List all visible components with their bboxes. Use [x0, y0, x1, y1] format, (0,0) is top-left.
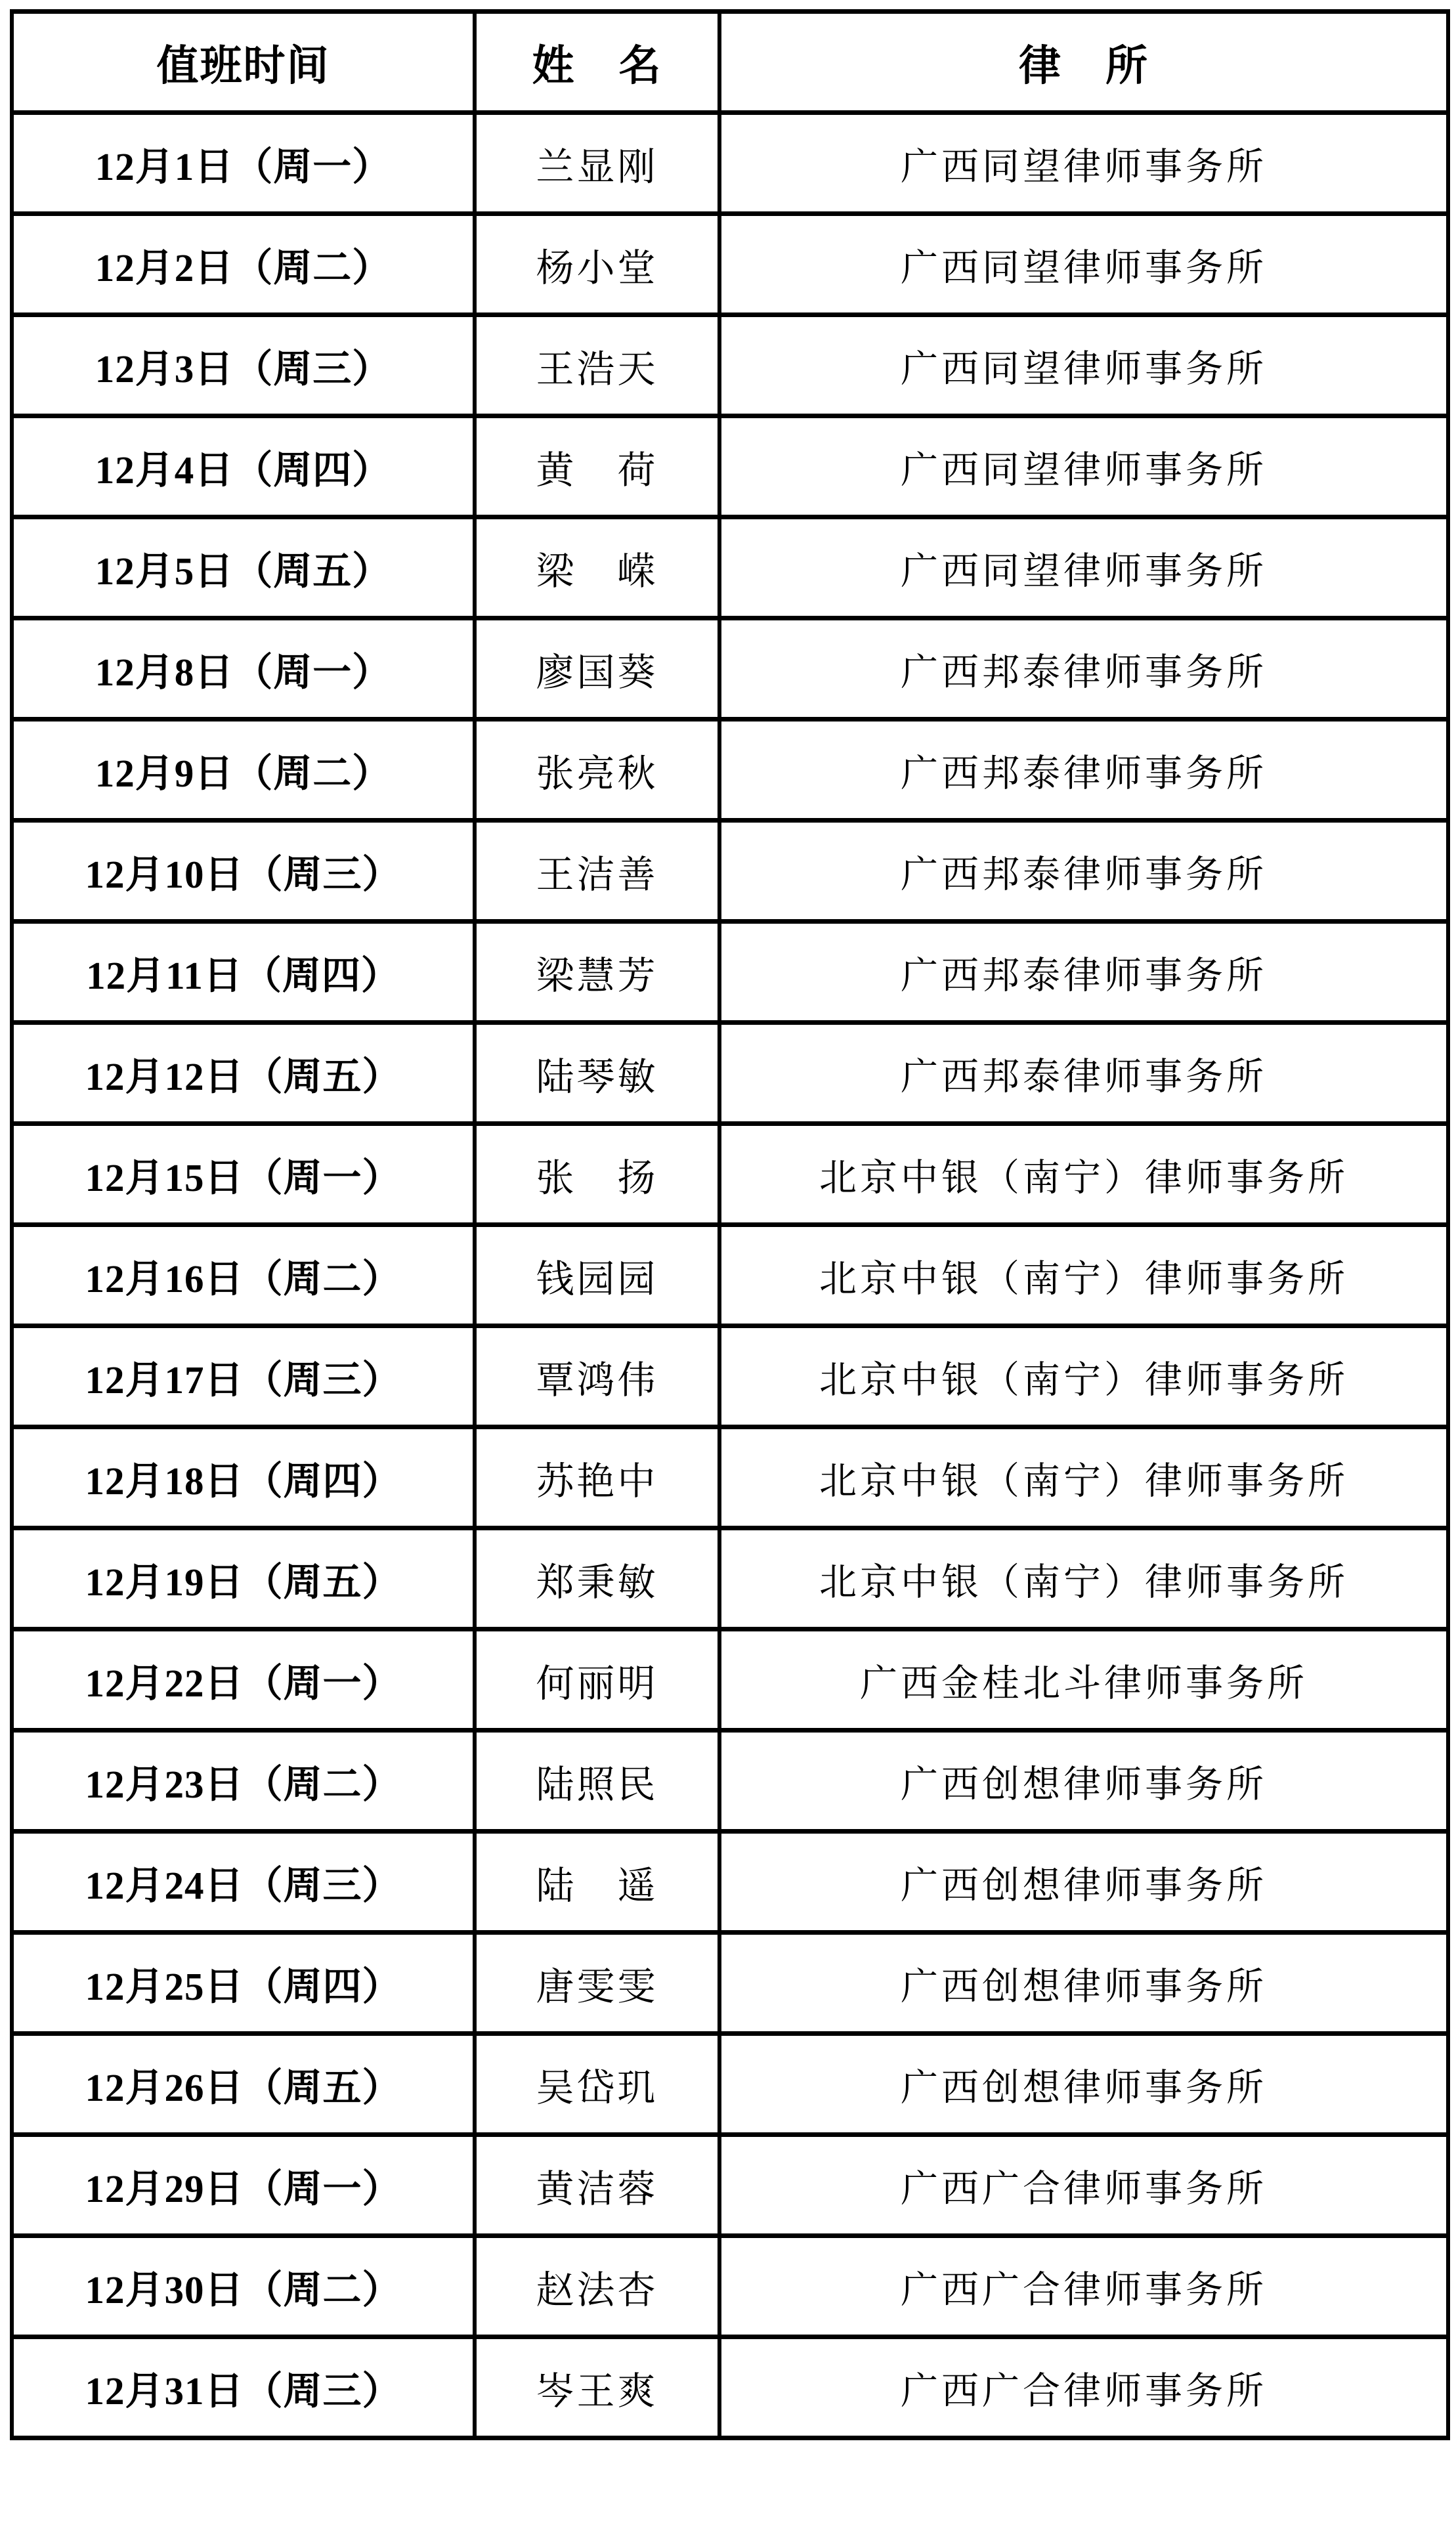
- duty-date-cell: 12月25日（周四）: [12, 1933, 475, 2034]
- lawyer-name-cell: 岑王爽: [475, 2337, 719, 2438]
- law-firm-cell: 广西同望律师事务所: [719, 517, 1448, 618]
- lawyer-name-cell: 陆琴敏: [475, 1023, 719, 1124]
- table-row: [12, 1124, 1448, 1225]
- table-row: [12, 1023, 1448, 1124]
- header-row: [12, 12, 1448, 113]
- duty-date-cell: 12月4日（周四）: [12, 416, 475, 517]
- table-row: [12, 1832, 1448, 1933]
- table-row: [12, 214, 1448, 315]
- lawyer-name-cell: 杨小堂: [475, 214, 719, 315]
- header-law-firm: 律 所: [719, 12, 1448, 113]
- lawyer-name-cell: 陆 遥: [475, 1832, 719, 1933]
- law-firm-cell: 广西同望律师事务所: [719, 315, 1448, 416]
- duty-date-cell: 12月8日（周一）: [12, 618, 475, 720]
- table-row: [12, 1933, 1448, 2034]
- law-firm-cell: 广西邦泰律师事务所: [719, 821, 1448, 922]
- duty-date-cell: 12月24日（周三）: [12, 1832, 475, 1933]
- table-body: [12, 113, 1448, 2438]
- duty-schedule-table: [10, 9, 1450, 2440]
- duty-date-cell: 12月22日（周一）: [12, 1629, 475, 1731]
- table-row: [12, 1225, 1448, 1326]
- duty-date-cell: 12月30日（周二）: [12, 2236, 475, 2337]
- duty-date-cell: 12月1日（周一）: [12, 113, 475, 214]
- lawyer-name-cell: 梁 嵘: [475, 517, 719, 618]
- law-firm-cell: 北京中银（南宁）律师事务所: [719, 1427, 1448, 1528]
- law-firm-cell: 广西广合律师事务所: [719, 2236, 1448, 2337]
- law-firm-cell: 广西创想律师事务所: [719, 1933, 1448, 2034]
- table-row: [12, 1731, 1448, 1832]
- table-row: [12, 1326, 1448, 1427]
- lawyer-name-cell: 覃鸿伟: [475, 1326, 719, 1427]
- law-firm-cell: 广西邦泰律师事务所: [719, 922, 1448, 1023]
- lawyer-name-cell: 廖国葵: [475, 618, 719, 720]
- lawyer-name-cell: 钱园园: [475, 1225, 719, 1326]
- table-row: [12, 1528, 1448, 1629]
- table-row: [12, 2034, 1448, 2135]
- lawyer-name-cell: 苏艳中: [475, 1427, 719, 1528]
- law-firm-cell: 广西邦泰律师事务所: [719, 720, 1448, 821]
- lawyer-name-cell: 张 扬: [475, 1124, 719, 1225]
- lawyer-name-cell: 何丽明: [475, 1629, 719, 1731]
- table-row: [12, 2337, 1448, 2438]
- duty-date-cell: 12月23日（周二）: [12, 1731, 475, 1832]
- table-row: [12, 113, 1448, 214]
- law-firm-cell: 广西创想律师事务所: [719, 1731, 1448, 1832]
- duty-date-cell: 12月3日（周三）: [12, 315, 475, 416]
- law-firm-cell: 广西金桂北斗律师事务所: [719, 1629, 1448, 1731]
- law-firm-cell: 北京中银（南宁）律师事务所: [719, 1528, 1448, 1629]
- table-row: [12, 821, 1448, 922]
- lawyer-name-cell: 郑秉敏: [475, 1528, 719, 1629]
- duty-date-cell: 12月9日（周二）: [12, 720, 475, 821]
- law-firm-cell: 北京中银（南宁）律师事务所: [719, 1326, 1448, 1427]
- table-row: [12, 922, 1448, 1023]
- law-firm-cell: 广西同望律师事务所: [719, 113, 1448, 214]
- duty-date-cell: 12月12日（周五）: [12, 1023, 475, 1124]
- lawyer-name-cell: 张亮秋: [475, 720, 719, 821]
- lawyer-name-cell: 黄 荷: [475, 416, 719, 517]
- law-firm-cell: 广西邦泰律师事务所: [719, 618, 1448, 720]
- law-firm-cell: 广西同望律师事务所: [719, 416, 1448, 517]
- duty-date-cell: 12月17日（周三）: [12, 1326, 475, 1427]
- lawyer-name-cell: 王洁善: [475, 821, 719, 922]
- law-firm-cell: 广西邦泰律师事务所: [719, 1023, 1448, 1124]
- duty-date-cell: 12月31日（周三）: [12, 2337, 475, 2438]
- lawyer-name-cell: 兰显刚: [475, 113, 719, 214]
- duty-date-cell: 12月26日（周五）: [12, 2034, 475, 2135]
- law-firm-cell: 广西广合律师事务所: [719, 2135, 1448, 2236]
- table-row: [12, 517, 1448, 618]
- law-firm-cell: 北京中银（南宁）律师事务所: [719, 1225, 1448, 1326]
- table-row: [12, 416, 1448, 517]
- duty-date-cell: 12月11日（周四）: [12, 922, 475, 1023]
- law-firm-cell: 广西同望律师事务所: [719, 214, 1448, 315]
- law-firm-cell: 北京中银（南宁）律师事务所: [719, 1124, 1448, 1225]
- law-firm-cell: 广西广合律师事务所: [719, 2337, 1448, 2438]
- table-row: [12, 2135, 1448, 2236]
- lawyer-name-cell: 吴岱玑: [475, 2034, 719, 2135]
- duty-date-cell: 12月15日（周一）: [12, 1124, 475, 1225]
- lawyer-name-cell: 王浩天: [475, 315, 719, 416]
- table-row: [12, 720, 1448, 821]
- header-name: 姓 名: [475, 12, 719, 113]
- duty-date-cell: 12月10日（周三）: [12, 821, 475, 922]
- law-firm-cell: 广西创想律师事务所: [719, 1832, 1448, 1933]
- table-row: [12, 1629, 1448, 1731]
- table-row: [12, 1427, 1448, 1528]
- lawyer-name-cell: 陆照民: [475, 1731, 719, 1832]
- duty-date-cell: 12月29日（周一）: [12, 2135, 475, 2236]
- lawyer-name-cell: 赵法杏: [475, 2236, 719, 2337]
- table-row: [12, 315, 1448, 416]
- law-firm-cell: 广西创想律师事务所: [719, 2034, 1448, 2135]
- duty-date-cell: 12月19日（周五）: [12, 1528, 475, 1629]
- table-row: [12, 618, 1448, 720]
- duty-date-cell: 12月16日（周二）: [12, 1225, 475, 1326]
- duty-date-cell: 12月5日（周五）: [12, 517, 475, 618]
- lawyer-name-cell: 梁慧芳: [475, 922, 719, 1023]
- duty-date-cell: 12月2日（周二）: [12, 214, 475, 315]
- duty-date-cell: 12月18日（周四）: [12, 1427, 475, 1528]
- table-row: [12, 2236, 1448, 2337]
- header-duty-time: 值班时间: [12, 12, 475, 113]
- lawyer-name-cell: 唐雯雯: [475, 1933, 719, 2034]
- lawyer-name-cell: 黄洁蓉: [475, 2135, 719, 2236]
